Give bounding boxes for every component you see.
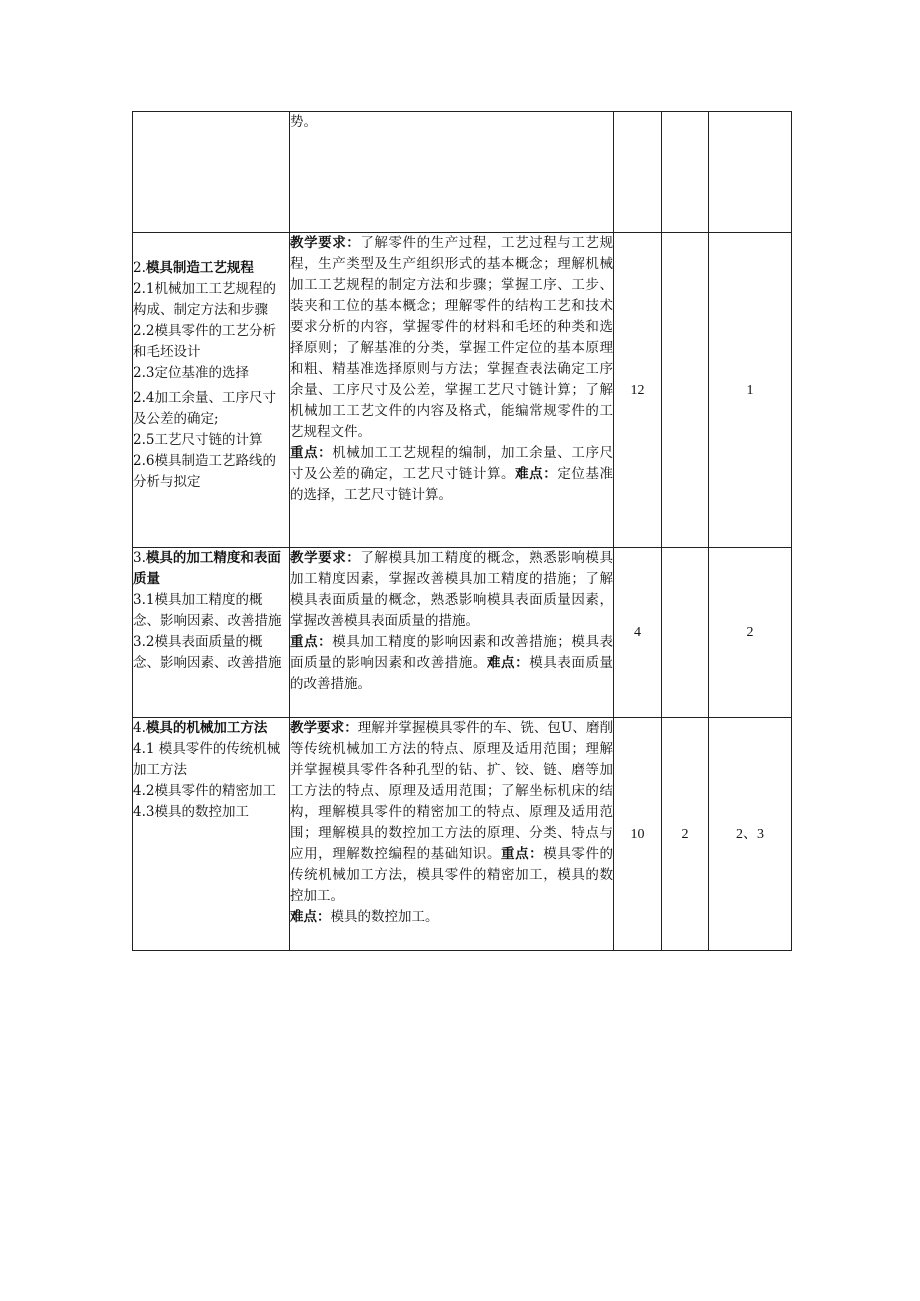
subtopic-item: 4.3模具的数控加工 bbox=[133, 804, 249, 820]
topic-title: 4.模具的机械加工方法 bbox=[133, 720, 268, 736]
subtopic-item: 2.1机械加工工艺规程的构成、制定方法和步骤 bbox=[133, 281, 276, 318]
objectives-cell: 2、3 bbox=[709, 718, 792, 951]
subtopic-item: 2.3定位基准的选择 bbox=[133, 365, 249, 381]
key-points-paragraph bbox=[290, 443, 613, 506]
hours-theory-cell: 12 bbox=[614, 233, 662, 548]
subtopic-item: 3.2模具表面质量的概念、影响因素、改善措施 bbox=[133, 634, 282, 671]
key-points-label: 重点： bbox=[290, 634, 333, 650]
description-text: 势。 bbox=[290, 114, 317, 130]
objectives-cell bbox=[709, 112, 792, 233]
requirements-paragraph bbox=[290, 548, 613, 632]
syllabus-table bbox=[132, 111, 792, 951]
table-row bbox=[133, 718, 792, 951]
difficulty-text: 定位基准的选择，工艺尺寸链计算。 bbox=[290, 466, 614, 503]
topic-title: 2.模具制造工艺规程 bbox=[133, 260, 254, 276]
difficulty-text: 模具表面质量的改善措施。 bbox=[290, 655, 614, 692]
description-cell bbox=[290, 112, 614, 233]
requirements-paragraph bbox=[290, 233, 613, 443]
subtopic-item: 4.2模具零件的精密加工 bbox=[133, 783, 276, 799]
requirements-text: 了解零件的生产过程，工艺过程与工艺规程，生产类型及生产组织形式的基本概念；理解机械加工工艺规程的制定方法和步骤；掌握工序、工步、装夹和工位的基本概念；理解零件的结构工艺和技术要求分析的内容，掌握零件的材料和毛坯的种类和选择原则；了解基准的分类，掌握工件定位的基本原理和粗、精基准选择原则与方法；掌握查表法确定工序余量、工序尺寸及公差，掌握工艺尺寸链计算；了解机械加工工艺文件的内容及格式，能编常规零件的工艺规程文件。 bbox=[290, 235, 614, 440]
hours-practice-cell bbox=[662, 233, 709, 548]
requirements-label: 教学要求： bbox=[290, 720, 358, 736]
subtopic-item: 2.4加工余量、工序尺寸及公差的确定; bbox=[133, 390, 276, 427]
requirements-label: 教学要求： bbox=[290, 235, 361, 251]
subtopic-item: 4.1 模具零件的传统机械加工方法 bbox=[133, 741, 281, 778]
difficulty-label: 难点： bbox=[290, 909, 331, 925]
objectives-cell: 2 bbox=[709, 548, 792, 718]
requirements-paragraph bbox=[290, 718, 613, 907]
subtopic-item: 2.5工艺尺寸链的计算 bbox=[133, 432, 263, 448]
description-cell bbox=[290, 548, 614, 718]
description-cell bbox=[290, 718, 614, 951]
key-points-paragraph bbox=[290, 632, 613, 695]
hours-practice-cell bbox=[662, 548, 709, 718]
topic-cell bbox=[133, 718, 290, 951]
key-points-text: 模具加工精度的影响因素和改善措施；模具表面质量的影响因素和改善措施。 bbox=[290, 634, 614, 671]
difficulty-label: 难点： bbox=[486, 655, 530, 671]
topic-title: 3.模具的加工精度和表面质量 bbox=[133, 550, 281, 587]
table-row bbox=[133, 233, 792, 548]
hours-practice-cell bbox=[662, 112, 709, 233]
objectives-cell: 1 bbox=[709, 233, 792, 548]
hours-theory-cell: 4 bbox=[614, 548, 662, 718]
topic-cell bbox=[133, 112, 290, 233]
topic-cell bbox=[133, 548, 290, 718]
key-points-label: 重点： bbox=[290, 445, 333, 461]
requirements-text: 了解模具加工精度的概念，熟悉影响模具加工精度因素，掌握改善模具加工精度的措施；了解模具表面质量的概念，熟悉影响模具表面质量因素，掌握改善模具表面质量的措施。 bbox=[290, 550, 614, 629]
key-points-text: 模具零件的传统机械加工方法，模具零件的精密加工，模具的数控加工。 bbox=[290, 846, 614, 904]
key-points-text: 机械加工工艺规程的编制，加工余量、工序尺寸及公差的确定，工艺尺寸链计算。 bbox=[290, 445, 614, 482]
difficulty-paragraph bbox=[290, 907, 613, 928]
table-row bbox=[133, 548, 792, 718]
hours-practice-cell: 2 bbox=[662, 718, 709, 951]
requirements-text: 理解并掌握模具零件的车、铣、包U、磨削等传统机械加工方法的特点、原理及适用范围；理解并掌握模具零件各种孔型的钻、扩、铰、链、磨等加工方法的特点、原理及适用范围；了解坐标机床的结构，理解模具零件的精密加工的特点、原理及适用范围；理解模具的数控加工方法的原理、分类、特点与应用，理解数控编程的基础知识。 bbox=[290, 720, 613, 862]
hours-theory-cell: 10 bbox=[614, 718, 662, 951]
subtopic-item: 2.2模具零件的工艺分析和毛坯设计 bbox=[133, 323, 276, 360]
table-row bbox=[133, 112, 792, 233]
key-points-label: 重点： bbox=[501, 846, 544, 862]
difficulty-text: 模具的数控加工。 bbox=[330, 909, 439, 925]
topic-cell bbox=[133, 233, 290, 548]
difficulty-label: 难点： bbox=[515, 466, 558, 482]
subtopic-item: 3.1模具加工精度的概念、影响因素、改善措施 bbox=[133, 592, 282, 629]
requirements-label: 教学要求： bbox=[290, 550, 361, 566]
subtopic-item: 2.6模具制造工艺路线的分析与拟定 bbox=[133, 453, 276, 490]
hours-theory-cell bbox=[614, 112, 662, 233]
description-cell bbox=[290, 233, 614, 548]
